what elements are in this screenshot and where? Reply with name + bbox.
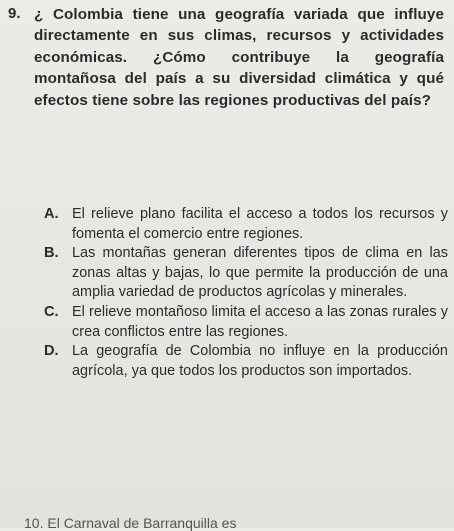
option-c[interactable] bbox=[44, 303, 448, 342]
answer-options bbox=[44, 205, 448, 381]
option-text: Las montañas generan diferentes tipos de clima en las zonas altas y bajas, lo que permite la producción de una amplia variedad de productos agrícolas y minerales. bbox=[72, 245, 448, 301]
option-text: La geografía de Colombia no influye en la producción agrícola, ya que todos los productos son importados. bbox=[72, 343, 448, 379]
option-d[interactable] bbox=[44, 342, 448, 381]
option-a[interactable] bbox=[44, 205, 448, 244]
question-stem: ¿ Colombia tiene una geografía variada que influye directamente en sus climas, recursos y actividades económicas. ¿Cómo contribuye la geografía montañosa del país a su diversidad climática y qué efectos tiene sobre las regiones productivas del país? bbox=[34, 6, 444, 109]
question-number: 9. bbox=[8, 5, 21, 22]
option-letter: B. bbox=[44, 245, 59, 262]
option-text: El relieve montañoso limita el acceso a las zonas rurales y crea conflictos entre las regiones. bbox=[72, 303, 448, 340]
option-text: El relieve plano facilita el acceso a todos los recursos y fomenta el comercio entre regiones. bbox=[72, 206, 448, 242]
next-question-cutoff: 10. El Carnaval de Barranquilla es bbox=[24, 515, 237, 531]
option-letter: D. bbox=[44, 343, 59, 360]
option-b[interactable] bbox=[44, 244, 448, 303]
option-letter: C. bbox=[44, 303, 59, 320]
option-letter: A. bbox=[44, 206, 59, 222]
